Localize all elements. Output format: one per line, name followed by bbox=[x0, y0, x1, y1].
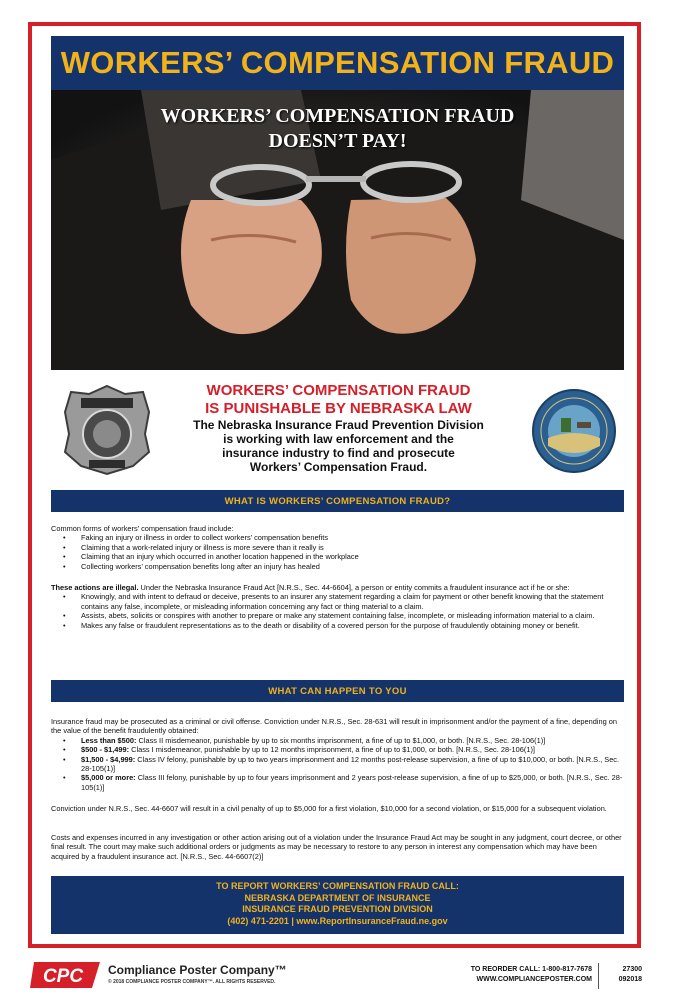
photo-headline-line: WORKERS’ COMPENSATION FRAUD bbox=[160, 105, 515, 127]
penalty-range: $5,000 or more: bbox=[81, 773, 136, 783]
illegal-acts-intro bbox=[51, 583, 624, 592]
penalties-intro: Insurance fraud may be prosecuted as a criminal or civil offense. Conviction under N.R.S., Sec. 28-631 will result in imprisonment and/or the payment of a fine, depending on the value of the benefit fraudulently obtained: bbox=[51, 717, 617, 736]
photo-headline bbox=[51, 104, 624, 154]
costs-text: Costs and expenses incurred in any investigation or other action arising out of a violation under the Insurance Fraud Act may be sought in any judgment, court decree, or other final result. The court may make such additional orders or judgments as may be necessary to restore to any person in interest any compensation which may have been acquired by a fraudulent insurance act. [N.R.S., Sec. 44-6607(2)] bbox=[51, 833, 622, 861]
penalty-text: Class III felony, punishable by up to four years imprisonment and 2 years post-release supervision, a fine of up to $25,000, or both. [N.R.S., Sec. 28-105(1)] bbox=[81, 773, 623, 792]
police-badge-icon bbox=[59, 382, 155, 478]
law-title-line: WORKERS’ COMPENSATION FRAUD bbox=[206, 382, 471, 399]
section-header-what-can-happen: WHAT CAN HAPPEN TO YOU bbox=[51, 680, 624, 702]
report-contact-line[interactable]: (402) 471-2201 | www.ReportInsuranceFraud.ne.gov bbox=[227, 915, 448, 926]
civil-penalty-text: Conviction under N.R.S., Sec. 44-6607 will result in a civil penalty of up to $5,000 for a first violation, $10,000 for a second violation, or $15,000 for a subsequent violation. bbox=[51, 804, 607, 813]
fraud-forms-block bbox=[51, 524, 624, 571]
list-item bbox=[81, 773, 624, 792]
law-body bbox=[161, 418, 516, 474]
poster-footer bbox=[0, 950, 675, 1000]
penalty-range: Less than $500: bbox=[81, 735, 137, 745]
penalty-text: Class II misdemeanor, punishable by up to six months imprisonment, a fine of up to $1,000, or both. [N.R.S., Sec. 28-106(1)] bbox=[136, 735, 546, 745]
report-line: TO REPORT WORKERS’ COMPENSATION FRAUD CALL: bbox=[216, 881, 459, 891]
illegal-acts-text: Under the Nebraska Insurance Fraud Act [N.R.S., Sec. 44-6604], a person or entity commits a fraudulent insurance act if he or she: bbox=[138, 583, 570, 592]
penalty-text: Class I misdemeanor, punishable by up to 12 months imprisonment, a fine of up to $1,000, or both. [N.R.S., Sec. 28-106(1)] bbox=[129, 745, 535, 755]
list-item: • Assists, abets, solicits or conspires with another to prepare or make any statement containing false, incomplete, or misleading information material to a claim. bbox=[81, 611, 624, 620]
costs-paragraph bbox=[51, 833, 624, 861]
section-header-what-is-fraud: WHAT IS WORKERS’ COMPENSATION FRAUD? bbox=[51, 490, 624, 512]
law-section bbox=[51, 370, 624, 482]
fraud-forms-intro: Common forms of workers’ compensation fraud include: bbox=[51, 524, 234, 533]
penalties-list bbox=[51, 736, 624, 792]
illegal-acts-lead: These actions are illegal. bbox=[51, 583, 139, 592]
cpc-logo-text: CPC bbox=[42, 966, 84, 987]
list-item: • Claiming that an injury which occurred in another location happened in the workplace bbox=[81, 552, 624, 561]
list-item bbox=[81, 736, 624, 745]
penalty-range: $1,500 - $4,999: bbox=[81, 754, 136, 764]
report-line: INSURANCE FRAUD PREVENTION DIVISION bbox=[242, 904, 433, 914]
law-body-line: Workers’ Compensation Fraud. bbox=[249, 460, 428, 474]
law-title-line: IS PUNISHABLE BY NEBRASKA LAW bbox=[205, 400, 472, 417]
list-item bbox=[81, 755, 624, 774]
copyright-text: © 2018 COMPLIANCE POSTER COMPANY™. ALL RIGHTS RESERVED. bbox=[108, 979, 276, 985]
reorder-website[interactable]: WWW.COMPLIANCEPOSTER.COM bbox=[476, 976, 592, 983]
report-fraud-box bbox=[51, 876, 624, 934]
list-item: • Claiming that a work-related injury or illness is more severe than it really is bbox=[81, 543, 624, 552]
illegal-acts-block bbox=[51, 583, 624, 630]
photo-headline-line: DOESN’T PAY! bbox=[268, 130, 407, 152]
company-name: Compliance Poster Company™ bbox=[108, 963, 287, 977]
penalty-text: Class IV felony, punishable by up to two years imprisonment and 12 months post-release supervision, a fine of up to $10,000, or both. [N.R.S., Sec. 28-105(1)] bbox=[81, 754, 620, 774]
poster-number: 27300 bbox=[622, 966, 642, 973]
civil-penalty-paragraph bbox=[51, 804, 624, 813]
reorder-phone[interactable]: TO REORDER CALL: 1-800-817-7678 bbox=[470, 966, 592, 973]
list-item: • Knowingly, and with intent to defraud or deceive, presents to an insurer any statement regarding a claim for payment or other benefit knowing that the statement contains any false, incomplete, or misleading information concerning any fact or thing material to a claim. bbox=[81, 592, 624, 611]
poster-title: WORKERS’ COMPENSATION FRAUD bbox=[51, 36, 624, 90]
cpc-logo-icon bbox=[30, 960, 104, 990]
illegal-acts-list bbox=[51, 592, 624, 630]
poster-codes bbox=[598, 965, 642, 985]
law-body-line: The Nebraska Insurance Fraud Prevention Division bbox=[193, 418, 484, 432]
nebraska-state-seal-icon bbox=[531, 388, 617, 474]
law-body-line: insurance industry to find and prosecute bbox=[222, 446, 455, 460]
law-title bbox=[161, 382, 516, 418]
penalty-range: $500 - $1,499: bbox=[81, 745, 130, 755]
report-line: NEBRASKA DEPARTMENT OF INSURANCE bbox=[244, 892, 431, 903]
list-item: • Collecting workers’ compensation benefits long after an injury has healed bbox=[81, 562, 624, 571]
poster-revision-date: 092018 bbox=[618, 976, 642, 983]
list-item: • Makes any false or fraudulent representations as to the death or disability of a covered person for the purpose of fraudulently obtaining money or benefit. bbox=[81, 621, 624, 630]
handcuffs-photo bbox=[51, 90, 624, 370]
list-item bbox=[81, 745, 624, 754]
penalties-block bbox=[51, 717, 624, 792]
list-item: • Faking an injury or illness in order to collect workers’ compensation benefits bbox=[81, 533, 624, 542]
fraud-forms-list bbox=[51, 533, 624, 571]
reorder-info bbox=[440, 965, 592, 985]
law-body-line: is working with law enforcement and the bbox=[223, 432, 454, 446]
